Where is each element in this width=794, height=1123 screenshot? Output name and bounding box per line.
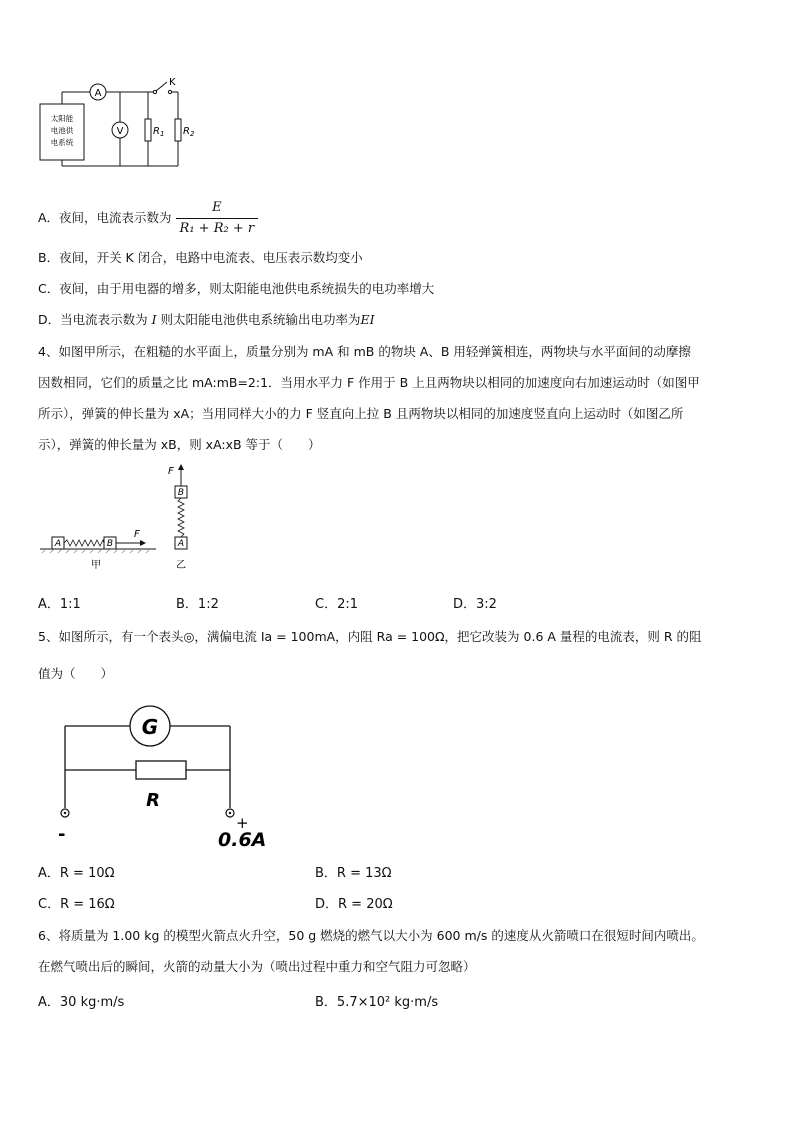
box-text-3: 电系统	[50, 138, 74, 147]
q3-option-c: C．夜间，由于用电器的增多，则太阳能电池供电系统损失的电功率增大	[38, 281, 435, 296]
q4-option-d: D．3:2	[453, 597, 497, 612]
ammeter-conversion-figure	[50, 700, 280, 852]
q4-option-c: C．2:1	[315, 597, 358, 612]
force-arrow-vertical	[178, 464, 184, 470]
q3-option-a: A．夜间，电流表示数为 $\frac{E}{\text{R₁ + R₂ + r}}$	[38, 198, 258, 239]
q6-option-a: A．30 kg·m/s	[38, 995, 125, 1010]
q5-option-a: A．R = 10Ω	[38, 866, 115, 881]
block-b-vertical-label: B	[177, 488, 185, 498]
q6-stem-line-2: 在燃气喷出后的瞬间，火箭的动量大小为（喷出过程中重力和空气阻力可忽略）	[38, 959, 476, 974]
box-text-2: 电池供	[50, 126, 74, 135]
voltmeter-label: V	[116, 126, 124, 137]
q5-stem-line-2: 值为（ ）	[38, 666, 114, 681]
block-b-label: B	[106, 539, 114, 549]
spring-horizontal	[64, 540, 104, 546]
q4-stem-line-3: 所示），弹簧的伸长量为 xA；当用同样大小的力 F 竖直向上拉 B 且两物块以相同的加速度竖直向上运动时（如图乙所	[38, 406, 684, 421]
force-label-vertical: F	[168, 466, 174, 477]
q6-option-b: B．5.7×10² kg·m/s	[315, 995, 439, 1010]
shunt-resistor	[136, 761, 186, 779]
q4-option-b: B．1:2	[176, 597, 219, 612]
q6-stem-line-1: 6、将质量为 1.00 kg 的模型火箭点火升空，50 g 燃烧的燃气以大小为 600 m/s 的速度从火箭喷口在很短时间内喷出。	[38, 928, 704, 943]
q3-option-b: B．夜间，开关 K 闭合，电路中电流表、电压表示数均变小	[38, 250, 363, 265]
spring-blocks-figure	[38, 462, 208, 580]
resistor-label: R	[146, 790, 160, 811]
r1-label: $R_1$	[153, 126, 165, 138]
range-label: 0.6A	[218, 829, 267, 851]
fig-yi-caption: 乙	[176, 560, 186, 571]
q4-stem-line-2: 因数相同，它们的质量之比 mA:mB=2:1．当用水平力 F 作用于 B 上且两物块以相同的加速度向右加速运动时（如图甲	[38, 375, 700, 390]
galvanometer-label: G	[141, 715, 159, 739]
q5-option-d: D．R = 20Ω	[315, 897, 393, 912]
plus-sign: +	[236, 814, 249, 832]
q5-option-c: C．R = 16Ω	[38, 897, 115, 912]
block-a-label: A	[54, 539, 62, 549]
switch-label: K	[169, 77, 176, 88]
box-text-1: 太阳能	[50, 114, 74, 123]
spring-vertical	[178, 498, 184, 537]
resistor-r2	[175, 119, 181, 141]
q4-option-a: A．1:1	[38, 597, 81, 612]
q5-option-b: B．R = 13Ω	[315, 866, 392, 881]
solar-circuit-figure	[36, 76, 206, 168]
switch-k	[156, 82, 167, 91]
resistor-r1	[145, 119, 151, 141]
q4-stem-line-4: 示），弹簧的伸长量为 xB，则 xA:xB 等于（ ）	[38, 437, 321, 452]
q4-stem-line-1: 4、如图甲所示，在粗糙的水平面上，质量分别为 mA 和 mB 的物块 A、B 用轻弹簧相连，两物块与水平面间的动摩擦	[38, 344, 691, 359]
q3-option-d: D．当电流表示数为 I 则太阳能电池供电系统输出电功率为EI	[38, 312, 375, 327]
force-label-horizontal: F	[134, 529, 140, 540]
r2-label: $R_2$	[183, 126, 195, 138]
current-fraction: $\frac{E}{\text{R₁ + R₂ + r}}$	[176, 198, 259, 239]
ammeter-label: A	[94, 88, 102, 99]
minus-sign: -	[58, 824, 66, 845]
block-a-vertical-label: A	[177, 539, 185, 549]
q5-stem-line-1: 5、如图所示，有一个表头◎，满偏电流 Ia = 100mA，内阻 Ra = 100Ω，把它改装为 0.6 A 量程的电流表，则 R 的阻	[38, 629, 702, 644]
fig-jia-caption: 甲	[91, 560, 101, 571]
force-arrow-horizontal	[140, 540, 146, 546]
